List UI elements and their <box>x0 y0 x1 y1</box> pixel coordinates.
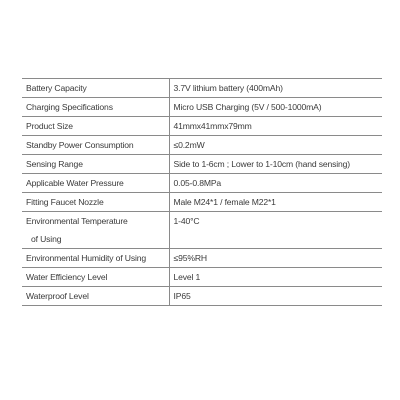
spec-value: 3.7V lithium battery (400mAh) <box>169 79 382 98</box>
spec-label <box>22 212 169 249</box>
spec-label: Fitting Faucet Nozzle <box>22 193 169 212</box>
spec-value: ≤0.2mW <box>169 136 382 155</box>
table-row <box>22 287 382 306</box>
spec-label-line2: of Using <box>31 234 62 244</box>
table-row <box>22 98 382 117</box>
table-row <box>22 193 382 212</box>
table-row <box>22 155 382 174</box>
spec-label: Battery Capacity <box>22 79 169 98</box>
spec-label: Environmental Humidity of Using <box>22 249 169 268</box>
table-row <box>22 174 382 193</box>
spec-label: Sensing Range <box>22 155 169 174</box>
spec-label: Product Size <box>22 117 169 136</box>
spec-value: 1-40°C <box>173 216 200 226</box>
spec-value: Micro USB Charging (5V / 500-1000mA) <box>169 98 382 117</box>
table-row <box>22 268 382 287</box>
spec-label: Standby Power Consumption <box>22 136 169 155</box>
spec-value: 0.05-0.8MPa <box>169 174 382 193</box>
table-row <box>22 249 382 268</box>
spec-label: Waterproof Level <box>22 287 169 306</box>
spec-label-line1: Environmental Temperature <box>26 216 128 226</box>
spec-value-cell <box>169 212 382 249</box>
spec-label: Applicable Water Pressure <box>22 174 169 193</box>
spec-value: Male M24*1 / female M22*1 <box>169 193 382 212</box>
specification-table <box>22 78 382 306</box>
table-row <box>22 212 382 249</box>
spec-label: Water Efficiency Level <box>22 268 169 287</box>
spec-value: Side to 1-6cm ; Lower to 1-10cm (hand sensing) <box>169 155 382 174</box>
table-row <box>22 79 382 98</box>
spec-value: 41mmx41mmx79mm <box>169 117 382 136</box>
spec-label: Charging Specifications <box>22 98 169 117</box>
table-row <box>22 136 382 155</box>
spec-value: ≤95%RH <box>169 249 382 268</box>
spec-value: IP65 <box>169 287 382 306</box>
table-row <box>22 117 382 136</box>
spec-value: Level 1 <box>169 268 382 287</box>
